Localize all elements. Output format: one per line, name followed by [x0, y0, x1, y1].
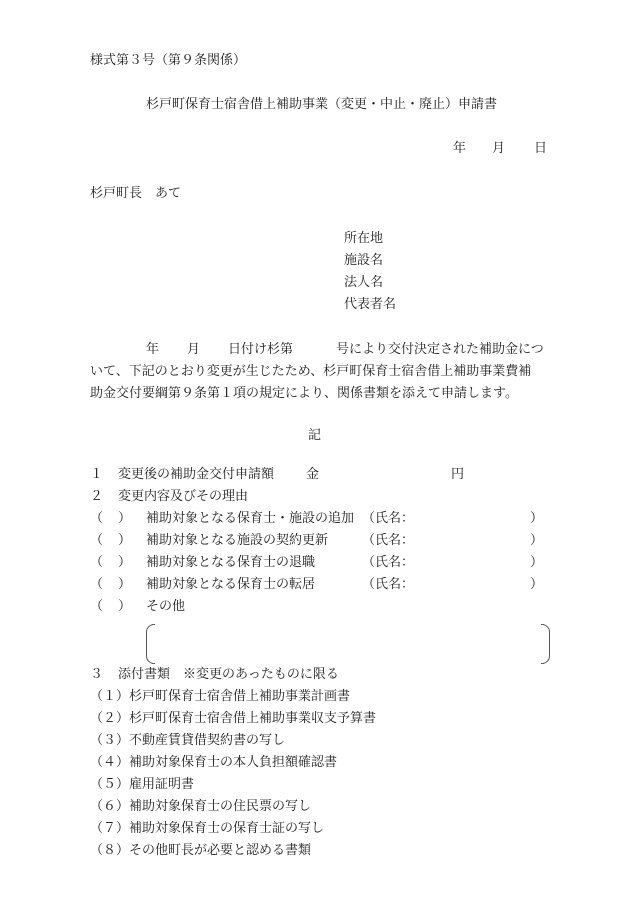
- name-open: （氏名：: [362, 511, 415, 526]
- attachment-item: （４）補助対象保育士の本人負担額確認書: [90, 755, 338, 770]
- check-text: 補助対象となる保育士の退職: [146, 555, 316, 570]
- check-open[interactable]: （: [90, 511, 104, 526]
- item-1-label: 変更後の補助金交付申請額: [118, 467, 275, 482]
- check-text: 補助対象となる保育士・施設の追加: [146, 511, 355, 526]
- item-1-kin: 金: [306, 467, 320, 482]
- ki-heading: 記: [308, 428, 322, 443]
- name-close: ）: [530, 577, 544, 592]
- name-open: （氏名：: [362, 577, 415, 592]
- addressee: 杉戸町長 あて: [90, 186, 182, 201]
- check-close: ）: [118, 533, 132, 548]
- item-1-yen: 円: [451, 467, 465, 482]
- body-year: 年: [146, 342, 160, 357]
- date-year: 年: [453, 141, 467, 156]
- attachment-item: （１）杉戸町保育士宿舎借上補助事業計画書: [90, 689, 351, 704]
- attachment-item: （２）杉戸町保育士宿舎借上補助事業収支予算書: [90, 711, 377, 726]
- applicant-corporation-label: 法人名: [344, 275, 384, 290]
- item-3-number: ３: [90, 667, 104, 682]
- left-bracket: [146, 624, 155, 664]
- check-text: その他: [146, 599, 186, 614]
- attachment-item: （７）補助対象保育士の保育士証の写し: [90, 821, 325, 836]
- body-date-ref: 日付け杉第: [228, 342, 294, 357]
- form-number: 様式第３号（第９条関係）: [90, 53, 247, 68]
- applicant-representative-label: 代表者名: [344, 297, 397, 312]
- name-close: ）: [530, 533, 544, 548]
- check-open[interactable]: （: [90, 577, 104, 592]
- attachment-item: （３）不動産賃貸借契約書の写し: [90, 733, 286, 748]
- attachment-item: （８）その他町長が必要と認める書類: [90, 843, 312, 858]
- check-text: 補助対象となる施設の契約更新: [146, 533, 329, 548]
- body-line1-rest: 号により交付決定された補助金につ: [336, 342, 544, 357]
- attachment-item: （５）雇用証明書: [90, 777, 195, 792]
- document-title: 杉戸町保育士宿舎借上補助事業（変更・中止・廃止）申請書: [146, 97, 498, 112]
- name-close: ）: [530, 555, 544, 570]
- body-line2: いて、下記のとおり変更が生じたため、杉戸町保育士宿舎借上補助事業費補: [90, 364, 532, 379]
- applicant-facility-label: 施設名: [344, 253, 384, 268]
- check-close: ）: [118, 555, 132, 570]
- item-3-label: 添付書類 ※変更のあったものに限る: [118, 667, 339, 682]
- body-month: 月: [187, 342, 201, 357]
- check-open[interactable]: （: [90, 555, 104, 570]
- right-bracket: [541, 624, 550, 664]
- name-open: （氏名：: [362, 555, 415, 570]
- check-open[interactable]: （: [90, 599, 104, 614]
- body-line3: 助金交付要綱第９条第１項の規定により、関係書類を添えて申請します。: [90, 386, 518, 401]
- date-month: 月: [492, 141, 506, 156]
- date-day: 日: [534, 141, 548, 156]
- name-open: （氏名：: [362, 533, 415, 548]
- item-2-label: 変更内容及びその理由: [118, 489, 249, 504]
- attachment-item: （６）補助対象保育士の住民票の写し: [90, 799, 312, 814]
- applicant-address-label: 所在地: [344, 231, 384, 246]
- check-close: ）: [118, 577, 132, 592]
- other-reason-field[interactable]: [146, 624, 550, 664]
- item-1-number: １: [90, 467, 104, 482]
- check-open[interactable]: （: [90, 533, 104, 548]
- check-text: 補助対象となる保育士の転居: [146, 577, 316, 592]
- check-close: ）: [118, 511, 132, 526]
- name-close: ）: [530, 511, 544, 526]
- item-2-number: ２: [90, 489, 104, 504]
- check-close: ）: [118, 599, 132, 614]
